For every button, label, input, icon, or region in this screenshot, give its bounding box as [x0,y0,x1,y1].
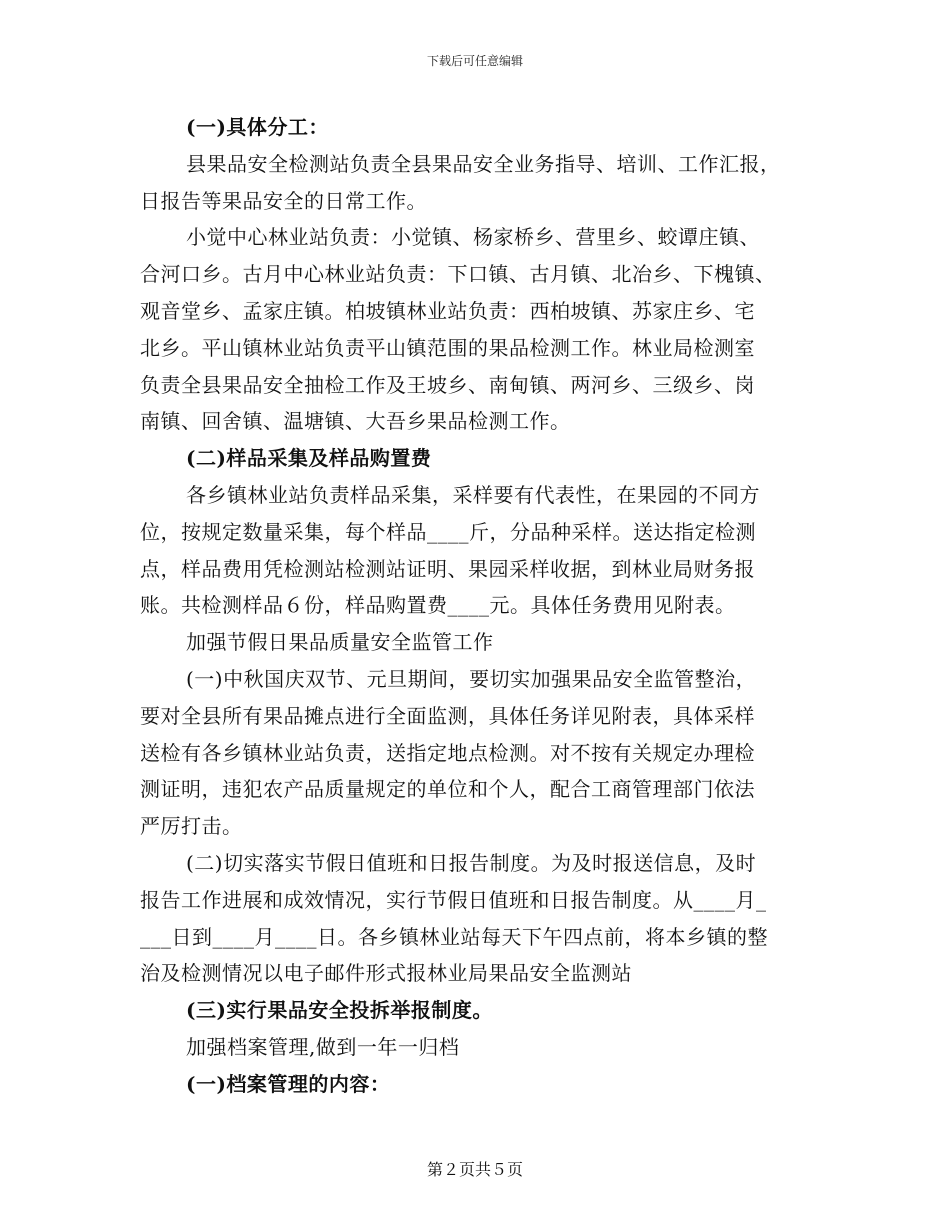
paragraph-line: 要对全县所有果品摊点进行全面监测，具体任务详见附表，具体采样 [140,704,755,728]
paragraph-line: 负责全县果品安全抽检工作及王坡乡、南甸镇、两河乡、三级乡、岗 [140,373,755,397]
paragraph-line: 加强档案管理,做到一年一归档 [186,1035,460,1059]
paragraph-line: 县果品安全检测站负责全县果品安全业务指导、培训、工作汇报， [186,152,781,176]
paragraph-line: 报告工作进展和成效情况，实行节假日值班和日报告制度。从____月_ [140,888,767,912]
paragraph-line: 点，样品费用凭检测站检测站证明、果园采样收据，到林业局财务报 [140,557,755,581]
paragraph-line: 测证明，违犯农产品质量规定的单位和个人，配合工商管理部门依法 [140,777,755,801]
paragraph-line: 治及检测情况以电子邮件形式报林业局果品安全监测站 [140,961,632,985]
paragraph-line: 合河口乡。古月中心林业站负责：下口镇、古月镇、北冶乡、下槐镇、 [140,262,776,286]
paragraph-line: 南镇、回舍镇、温塘镇、大吾乡果品检测工作。 [140,409,571,433]
section-heading: (一)档案管理的内容： [186,1072,391,1096]
paragraph-line: (二)切实落实节假日值班和日报告制度。为及时报送信息，及时 [186,851,757,875]
section-heading: (一)具体分工： [186,115,329,139]
paragraph-line: 位，按规定数量采集，每个样品____斤，分品种采样。送达指定检测 [140,520,756,544]
paragraph-line: 观音堂乡、孟家庄镇。柏坡镇林业站负责：西柏坡镇、苏家庄乡、宅 [140,299,755,323]
paragraph-line: 严厉打击。 [140,814,243,838]
paragraph-line: ___日到____月____日。各乡镇林业站每天下午四点前，将本乡镇的整 [140,925,768,949]
paragraph-line: 小觉中心林业站负责：小觉镇、杨家桥乡、营里乡、蛟谭庄镇、 [186,225,760,249]
paragraph-line: 账。共检测样品６份，样品购置费____元。具体任务费用见附表。 [140,593,736,617]
section-heading: (三)实行果品安全投拆举报制度。 [186,998,493,1022]
page-number-footer: 第２页共５页 [426,1160,523,1179]
paragraph-line: 各乡镇林业站负责样品采集，采样要有代表性，在果园的不同方 [186,483,760,507]
paragraph-line: 加强节假日果品质量安全监管工作 [186,630,494,654]
paragraph-line: 日报告等果品安全的日常工作。 [140,189,427,213]
paragraph-line: 北乡。平山镇林业站负责平山镇范围的果品检测工作。林业局检测室 [140,336,755,360]
header-note: 下载后可任意编辑 [426,54,523,68]
paragraph-line: 送检有各乡镇林业站负责，送指定地点检测。对不按有关规定办理检 [140,741,755,765]
paragraph-line: (一)中秋国庆双节、元旦期间，要切实加强果品安全监管整治， [186,667,757,691]
section-heading: (二)样品采集及样品购置费 [186,446,432,470]
